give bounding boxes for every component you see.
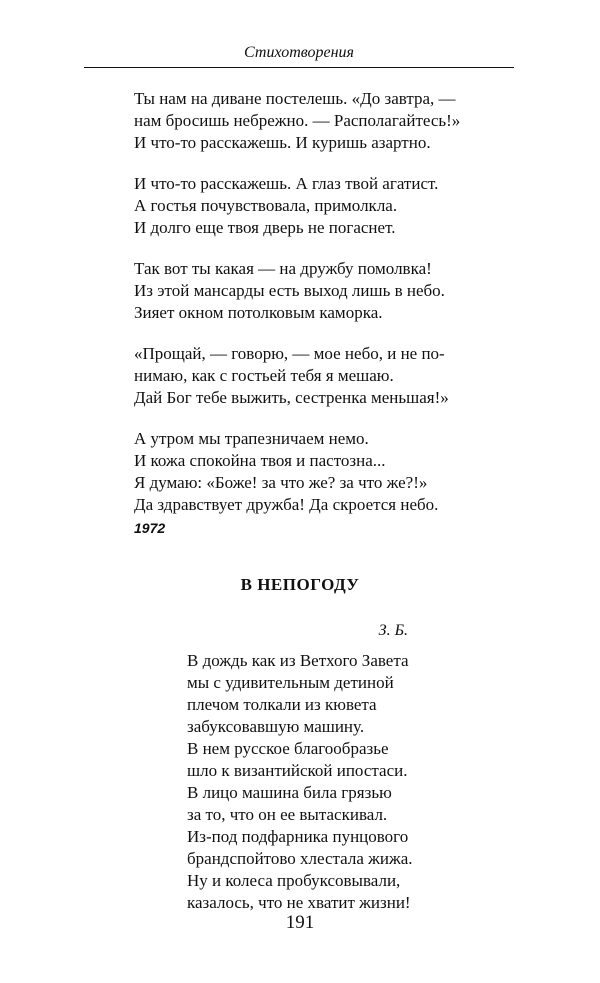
poem-title: В НЕПОГОДУ [240,575,360,594]
verse-line: Ты нам на диване постелешь. «До завтра, — [134,89,456,108]
verse-line: нам бросишь небрежно. — Располагайтесь!» [134,111,461,130]
stanza [134,88,460,154]
verse-line: «Прощай, — говорю, — мое небо, и не по- [134,344,445,363]
verse-line: Из этой мансарды есть выход лишь в небо. [134,281,445,300]
verse-line: В нем русское благообразье [187,739,389,758]
verse-line: И что-то расскажешь. А глаз твой агатист. [134,174,439,193]
poem-1 [134,88,460,539]
verse-line: Так вот ты какая — на дружбу помолвка! [134,259,432,278]
running-head: Стихотворения [244,44,354,61]
page-number: 191 [285,912,315,933]
verse-line: нимаю, как с гостьей тебя я мешаю. [134,366,394,385]
verse-line: Да здравствует дружба! Да скроется небо. [134,495,439,514]
verse-line: мы с удивительным детиной [187,673,394,692]
stanza [134,258,460,324]
stanza [134,343,460,409]
verse-line: плечом толкали из кювета [187,695,377,714]
stanza [134,173,460,239]
verse-line: И кожа спокойна твоя и пастозна... [134,451,386,470]
verse-line: Я думаю: «Боже! за что же? за что же?!» [134,473,428,492]
verse-line: Зияет окном потолковым каморка. [134,303,383,322]
verse-line: брандспойтово хлестала жижа. [187,849,413,868]
verse-line: забуксовавшую машину. [187,717,365,736]
poem-2 [187,650,413,914]
verse-line: казалось, что не хватит жизни! [187,893,411,912]
verse-line: Из-под подфарника пунцового [187,827,409,846]
verse-line: за то, что он ее вытаскивал. [187,805,388,824]
verse-line: В лицо машина била грязью [187,783,392,802]
verse-line: А утром мы трапезничаем немо. [134,429,369,448]
verse-line: Дай Бог тебе выжить, сестренка меньшая!» [134,388,449,407]
verse-line: шло к византийской ипостаси. [187,761,408,780]
verse-line: И что-то расскажешь. И куришь азартно. [134,133,431,152]
stanza [134,428,460,516]
verse-line: И долго еще твоя дверь не погаснет. [134,218,396,237]
dedication: З. Б. [378,622,408,639]
poem-date: 1972 [134,520,166,536]
verse-line: В дождь как из Ветхого Завета [187,651,409,670]
verse-line: А гостья почувствовала, примолкла. [134,196,398,215]
header-rule [84,67,514,68]
verse-line: Ну и колеса пробуксовывали, [187,871,401,890]
